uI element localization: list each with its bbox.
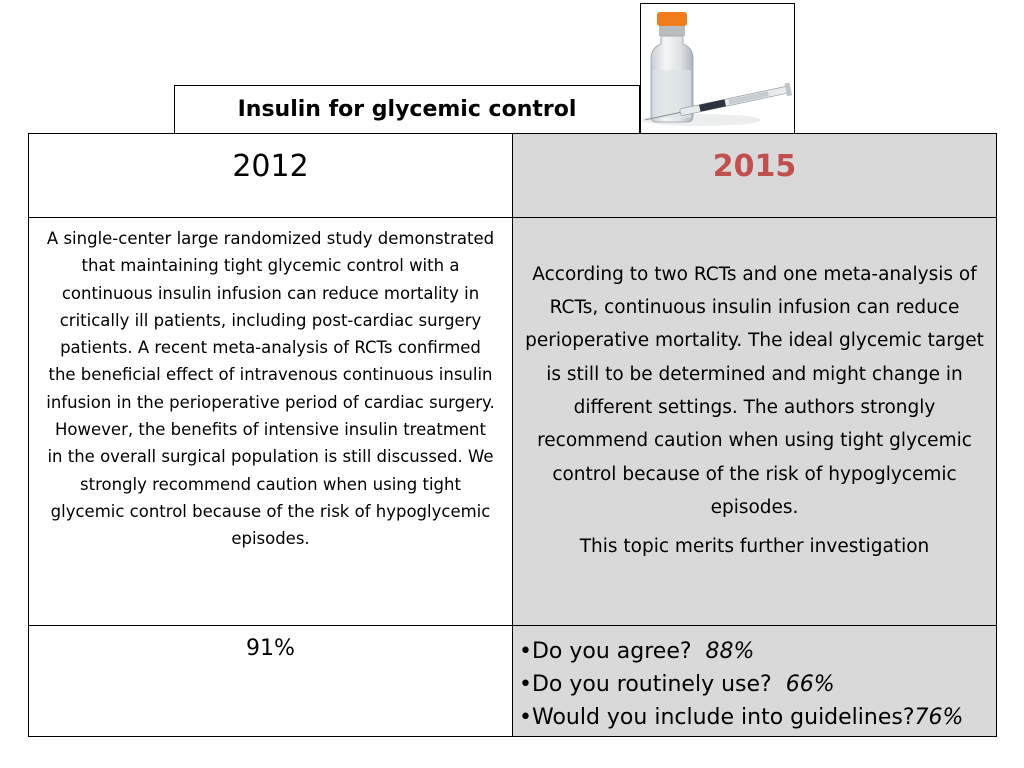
investigation-note: This topic merits further investigation <box>579 536 930 558</box>
vote-item <box>519 668 996 701</box>
recommendation-row <box>29 218 997 626</box>
vote-cell-2012 <box>29 626 513 737</box>
vote-item <box>519 701 996 734</box>
slide-title: Insulin for glycemic control <box>174 85 640 133</box>
vote-percent: 66% <box>785 672 835 697</box>
vote-percent: 76% <box>914 705 964 730</box>
recommendation-cell-2012 <box>29 218 513 626</box>
vote-row <box>29 626 997 737</box>
insulin-vial-syringe-icon <box>640 3 795 134</box>
year-2015-label: 2015 <box>712 149 797 184</box>
vote-percent: 88% <box>705 639 755 664</box>
recommendation-cell-2015 <box>513 218 997 626</box>
vote-list-2015 <box>513 626 996 734</box>
comparison-table <box>28 133 997 737</box>
recommendation-text-2012: A single-center large randomized study demonstrated that maintaining tight glycemic control with a continuous insulin infusion can reduce mortality in critically ill patients, including post-cardiac surgery patients. A recent meta-analysis of RCTs confirmed the beneficial effect of intravenous continuous insulin infusion in the perioperative period of cardiac surgery. However, the benefits of intensive insulin treatment in the overall surgical population is still discussed. We strongly recommend caution when using tight glycemic control because of the risk of hypoglycemic episodes. <box>46 229 495 549</box>
vote-item <box>519 635 996 668</box>
year-2012-label: 2012 <box>232 149 309 184</box>
header-row <box>29 134 997 218</box>
vote-cell-2015 <box>513 626 997 737</box>
header-cell-2015 <box>513 134 997 218</box>
vote-question: •Do you routinely use? <box>519 672 772 697</box>
vote-question: •Do you agree? <box>519 639 692 664</box>
vote-question: •Would you include into guidelines? <box>519 705 915 730</box>
recommendation-text-2015: According to two RCTs and one meta-analysis of RCTs, continuous insulin infusion can reduce perioperative mortality. The ideal glycemic target is still to be determined and might change in different settings. The authors strongly recommend caution when using tight glycemic control because of the risk of hypoglycemic episodes. <box>525 263 984 518</box>
header-cell-2012 <box>29 134 513 218</box>
vote-percent-2012: 91% <box>246 636 295 661</box>
